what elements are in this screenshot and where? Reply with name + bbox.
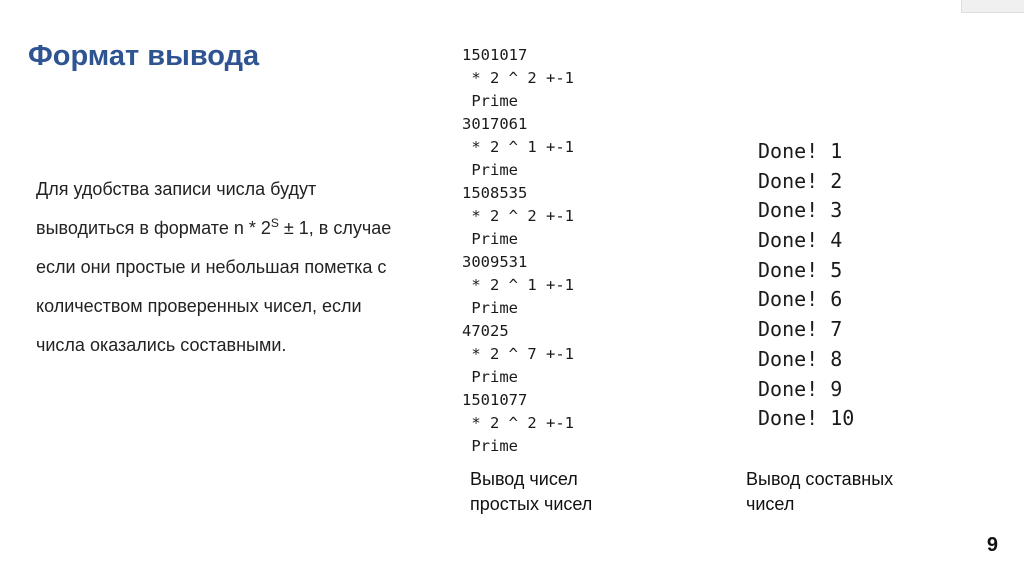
body-paragraph — [36, 170, 408, 365]
console-line: 1501077 — [462, 391, 528, 409]
page-number: 9 — [986, 534, 998, 556]
console-line: * 2 ^ 1 +-1 — [462, 138, 574, 156]
done-line: Done! 9 — [758, 376, 843, 401]
console-line: * 2 ^ 1 +-1 — [462, 276, 574, 294]
caption-composite-output — [746, 467, 976, 517]
console-line: Prime — [462, 230, 518, 248]
prime-output-console — [462, 44, 574, 458]
done-line: Done! 8 — [758, 346, 843, 371]
slide-title: Формат вывода — [28, 40, 260, 72]
superscript-s: S — [270, 216, 279, 230]
console-line: 1501017 — [462, 46, 528, 64]
console-line: Prime — [462, 299, 518, 317]
corner-decoration — [961, 0, 1024, 13]
console-line: Prime — [462, 368, 518, 386]
console-line: Prime — [462, 161, 518, 179]
done-line: Done! 4 — [758, 228, 843, 253]
done-line: Done! 10 — [758, 406, 855, 431]
done-line: Done! 1 — [758, 139, 843, 163]
console-line: 1508535 — [462, 184, 528, 202]
done-line: Done! 5 — [758, 257, 843, 282]
console-line: * 2 ^ 7 +-1 — [462, 345, 574, 363]
done-line: Done! 6 — [758, 287, 843, 312]
composite-output-console — [758, 137, 854, 434]
console-line: * 2 ^ 2 +-1 — [462, 69, 574, 87]
console-line: 47025 — [462, 322, 509, 340]
done-line: Done! 3 — [758, 198, 843, 223]
done-line: Done! 2 — [758, 168, 843, 193]
console-line: Prime — [462, 437, 518, 455]
caption-prime-output — [470, 467, 670, 517]
body-text-part-2: ± 1, в случае если они простые и небольшая пометка с количеством проверенных чисел, если числа оказались составными. — [36, 218, 392, 355]
caption-composite-line-2: чисел — [746, 494, 795, 514]
console-line: * 2 ^ 2 +-1 — [462, 414, 574, 432]
body-text-part-1: Для удобства записи числа будут выводиться в формате n * 2 — [36, 179, 317, 238]
console-line: 3017061 — [462, 115, 528, 133]
caption-prime-line-2: простых чисел — [470, 494, 593, 514]
console-line: Prime — [462, 92, 518, 110]
caption-composite-line-1: Вывод составных — [746, 469, 894, 489]
console-line: * 2 ^ 2 +-1 — [462, 207, 574, 225]
done-line: Done! 7 — [758, 317, 843, 342]
caption-prime-line-1: Вывод чисел — [470, 469, 578, 489]
console-line: 3009531 — [462, 253, 528, 271]
